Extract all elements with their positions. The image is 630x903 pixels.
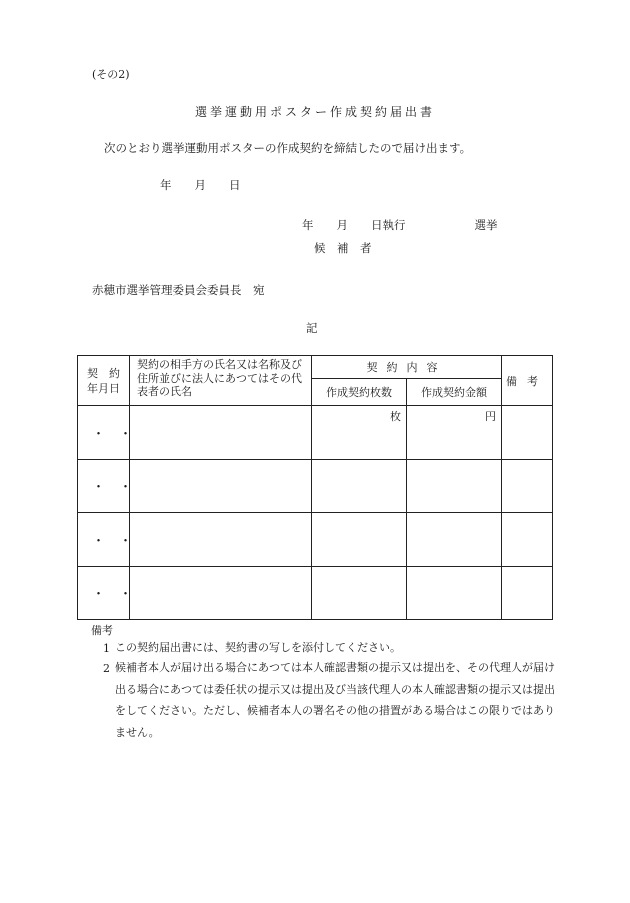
header-amount: 作成契約金額 <box>407 379 502 406</box>
note-text: 候補者本人が届け出る場合にあつては本人確認書類の提示又は提出を、その代理人が届け出る場合にあつては委任状の提示又は提出及び当該代理人の本人確認書類の提示又は提出をしてください。ただし、候補者本人の署名その他の措置がある場合はこの限りではありません。 <box>115 661 555 739</box>
amount-cell[interactable]: 円 <box>407 406 502 459</box>
header-counterparty: 契約の相手方の氏名又は名称及び住所並びに法人にあつてはその代表者の氏名 <box>130 356 312 406</box>
ki-heading: 記 <box>306 321 318 335</box>
document-title: 選挙運動用ポスター作成契約届出書 <box>194 105 435 119</box>
intro-text: 次のとおり選挙運動用ポスターの作成契約を締結したので届け出ます。 <box>104 141 472 155</box>
candidate-label: 候 補 者 <box>314 241 372 255</box>
date-cell[interactable]: ・・ <box>78 513 130 566</box>
header-sheet-count: 作成契約枚数 <box>312 379 407 406</box>
header-contract-date <box>78 356 130 406</box>
addressee: 赤穂市選挙管理委員会委員長 宛 <box>92 283 265 297</box>
counterparty-cell[interactable] <box>130 513 312 566</box>
header-contract-content: 契約内容 <box>312 356 502 379</box>
date-cell[interactable]: ・・ <box>78 566 130 619</box>
sheet-count-cell[interactable] <box>312 566 407 619</box>
amount-cell[interactable] <box>407 566 502 619</box>
counterparty-cell[interactable] <box>130 566 312 619</box>
header-contract-date-line2: 年月日 <box>87 381 120 395</box>
contracts-table <box>77 355 553 620</box>
sheet-count-cell[interactable]: 枚 <box>312 406 407 459</box>
date-cell[interactable]: ・・ <box>78 459 130 512</box>
header-contract-date-line1: 契 約 <box>87 366 120 380</box>
amount-cell[interactable] <box>407 513 502 566</box>
table-row <box>78 459 553 512</box>
note-number: 2 <box>103 662 110 675</box>
sheet-count-cell[interactable] <box>312 513 407 566</box>
form-number: (その2) <box>92 68 130 81</box>
counterparty-cell[interactable] <box>130 406 312 459</box>
table-row <box>78 513 553 566</box>
date-cell[interactable]: ・・ <box>78 406 130 459</box>
sheet-count-cell[interactable] <box>312 459 407 512</box>
notes-cell[interactable] <box>502 406 553 459</box>
notes-title: 備考 <box>91 624 113 637</box>
notes-cell[interactable] <box>502 459 553 512</box>
election-date-line: 年 月 日執行 選挙 <box>302 218 498 232</box>
header-notes: 備考 <box>502 356 553 406</box>
submission-date: 年 月 日 <box>160 178 241 192</box>
notes-cell[interactable] <box>502 566 553 619</box>
amount-cell[interactable] <box>407 459 502 512</box>
table-row <box>78 566 553 619</box>
counterparty-cell[interactable] <box>130 459 312 512</box>
note-text: この契約届出書には、契約書の写しを添付してください。 <box>115 641 401 654</box>
table-row <box>78 406 553 459</box>
notes-cell[interactable] <box>502 513 553 566</box>
note-number: 1 <box>103 642 110 655</box>
